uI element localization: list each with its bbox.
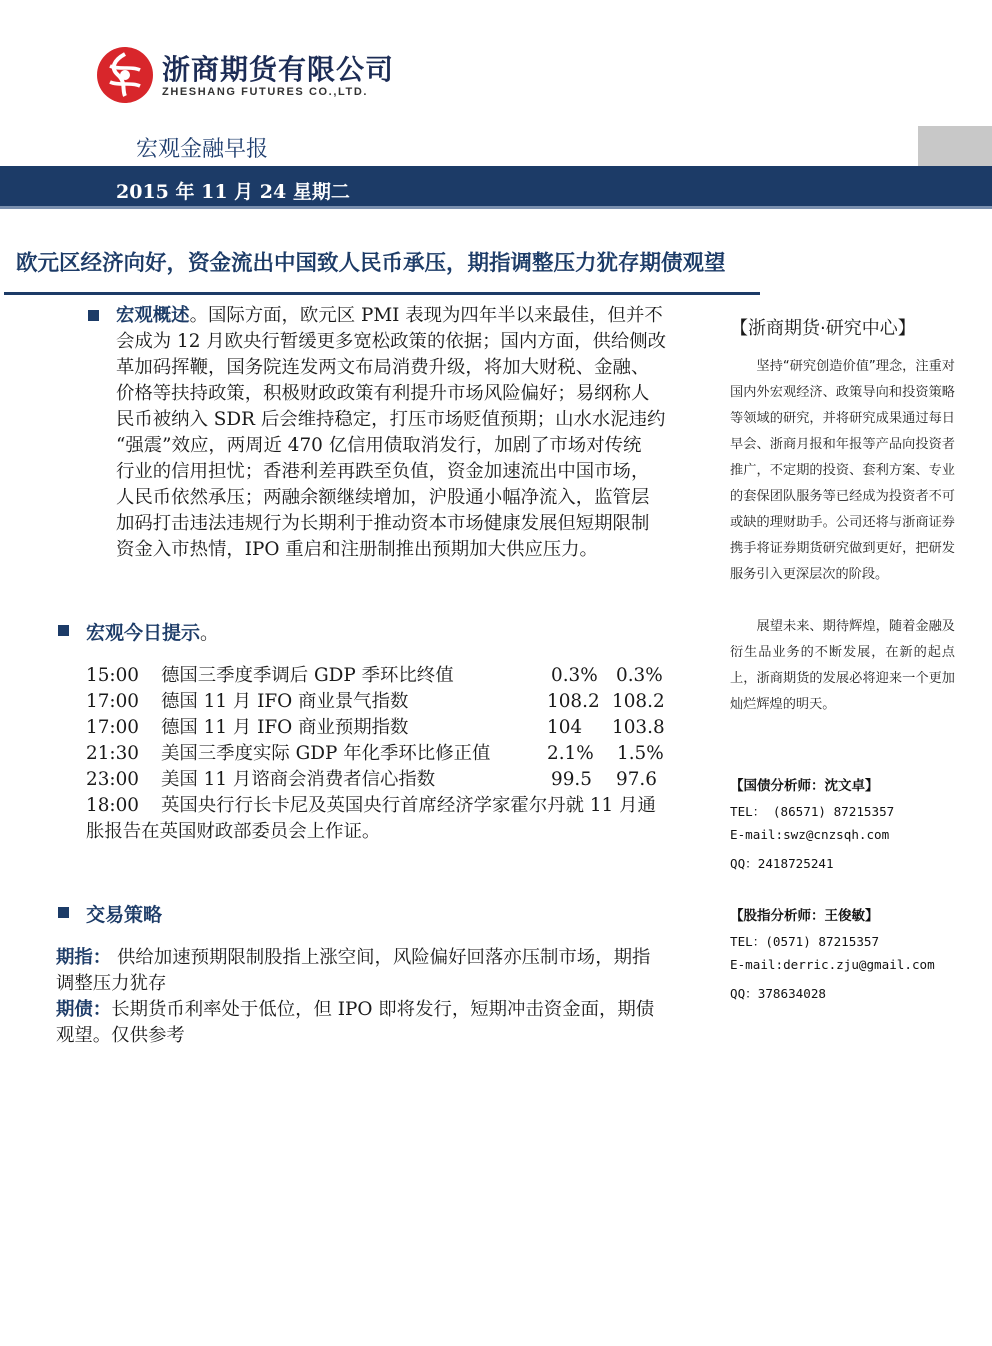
overview-line: 价格等扶持政策，积极财政政策有利提升市场风险偏好；易纲称人 xyxy=(116,383,650,404)
analyst-bond-title: 【国债分析师：沈文卓】 xyxy=(730,778,879,794)
company-name-en: ZHESHANG FUTURES CO.,LTD. xyxy=(162,86,369,98)
calendar-forecast: 103.8 xyxy=(612,717,665,738)
calendar-previous: 108.2 xyxy=(547,691,600,712)
strategy-bond: 期债：长期货币利率处于低位，但 IPO 即将发行，短期冲击资金面，期债 观望。仅供参考 xyxy=(56,999,655,1046)
report-date: 2015 年 11 月 24 星期二 xyxy=(116,181,350,203)
strategy-index: 期指： 供给加速预期限制股指上涨空间，风险偏好回落亦压制市场，期指 调整压力犹存 xyxy=(56,947,651,994)
overview-line: 革加码挥鞭，国务院连发两文布局消费升级，将加大财税、金融、 xyxy=(116,357,650,378)
calendar-previous: 2.1% xyxy=(547,743,594,764)
research-center-outlook: 展望未来、期待辉煌，随着金融及衍生品业务的不断发展，在新的起点上，浙商期货的发展必将迎来一个更加灿烂辉煌的明天。 xyxy=(730,619,955,712)
page-title: 欧元区经济向好，资金流出中国致人民币承压，期指调整压力犹存期债观望 xyxy=(16,251,726,276)
research-center-intro: 坚持“研究创造价值”理念，注重对国内外宏观经济、政策导向和投资策略等领域的研究，并将研究成果通过每日早会、浙商月报和年报等产品向投资者推广，不定期的投资、套利方案、专业的套保团队服务等已经成为投资者不可或缺的理财助手。公司还将与浙商证券携手将证券期货研究做到更好，把研发服务引入更深层次的阶段。 xyxy=(730,359,955,582)
overview-label: 宏观概述 xyxy=(116,305,190,326)
analyst-index-qq: QQ：378634028 xyxy=(730,986,826,1001)
calendar-time: 18:00 xyxy=(86,795,139,816)
calendar-event: 胀报告在英国财政部委员会上作证。 xyxy=(86,821,381,842)
calendar-event: 德国三季度季调后 GDP 季环比终值 xyxy=(161,665,454,686)
calendar-previous: 0.3% xyxy=(551,665,598,686)
overview-line: 加码打击违法违规行为长期利于推动资本市场健康发展但短期限制 xyxy=(116,513,650,534)
calendar-time: 21:30 xyxy=(86,743,139,764)
overview-line: 。国际方面，欧元区 PMI 表现为四年半以来最佳，但并不 xyxy=(189,305,663,326)
research-center-title: 【浙商期货·研究中心】 xyxy=(730,318,916,339)
overview-bullet-icon xyxy=(88,310,99,321)
calendar-event: 德国 11 月 IFO 商业景气指数 xyxy=(161,691,409,712)
title-divider xyxy=(4,292,760,295)
header-accent-block xyxy=(918,126,992,166)
strategy-bullet-icon xyxy=(58,907,69,918)
calendar-forecast: 97.6 xyxy=(616,769,657,790)
overview-line: “强震”效应，两周近 470 亿信用债取消发行，加剧了市场对传统 xyxy=(116,435,642,456)
calendar-time: 17:00 xyxy=(86,691,139,712)
overview-paragraph xyxy=(116,303,706,563)
calendar-time: 23:00 xyxy=(86,769,139,790)
company-name-cn: 浙商期货有限公司 xyxy=(162,53,395,86)
calendar-previous: 99.5 xyxy=(551,769,592,790)
overview-line: 资金入市热情，IPO 重启和注册制推出预期加大供应压力。 xyxy=(116,539,598,560)
calendar-time: 15:00 xyxy=(86,665,139,686)
calendar-event: 美国三季度实际 GDP 年化季环比修正值 xyxy=(161,743,491,764)
strategy-bond-label: 期债： xyxy=(56,999,112,1020)
calendar-event: 美国 11 月谘商会消费者信心指数 xyxy=(161,769,436,790)
overview-line: 民币被纳入 SDR 后会维持稳定，打压市场贬值预期；山水水泥违约 xyxy=(116,409,666,430)
report-type: 宏观金融早报 xyxy=(136,137,269,162)
overview-line: 会成为 12 月欧央行暂缓更多宽松政策的依据；国内方面，供给侧改 xyxy=(116,331,667,352)
overview-line: 行业的信用担忧；香港利差再跌至负值，资金加速流出中国市场， xyxy=(116,461,650,482)
analyst-bond-tel: TEL： (86571) 87215357 xyxy=(730,804,895,819)
date-bar-divider xyxy=(0,206,992,209)
calendar-event: 德国 11 月 IFO 商业预期指数 xyxy=(161,717,409,738)
today-bullet-icon xyxy=(58,625,69,636)
today-section-title: 宏观今日提示。 xyxy=(86,622,220,644)
analyst-index-email[interactable]: E-mail:derric.zju@gmail.com xyxy=(730,957,935,972)
strategy-index-label: 期指： xyxy=(56,947,112,968)
strategy-section-title: 交易策略 xyxy=(86,904,163,926)
analyst-bond-email[interactable]: E-mail:swz@cnzsqh.com xyxy=(730,827,890,842)
company-logo-icon xyxy=(96,46,154,104)
analyst-index-tel: TEL：(0571) 87215357 xyxy=(730,934,880,949)
calendar-forecast: 108.2 xyxy=(612,691,665,712)
calendar-time: 17:00 xyxy=(86,717,139,738)
analyst-bond-qq: QQ：2418725241 xyxy=(730,856,834,871)
overview-line: 人民币依然承压；两融余额继续增加，沪股通小幅净流入，监管层 xyxy=(116,487,650,508)
calendar-forecast: 1.5% xyxy=(617,743,664,764)
calendar-previous: 104 xyxy=(547,717,583,738)
analyst-index-title: 【股指分析师：王俊敏】 xyxy=(730,908,879,924)
calendar-event: 英国央行行长卡尼及英国央行首席经济学家霍尔丹就 11 月通 xyxy=(161,795,656,816)
calendar-forecast: 0.3% xyxy=(616,665,663,686)
